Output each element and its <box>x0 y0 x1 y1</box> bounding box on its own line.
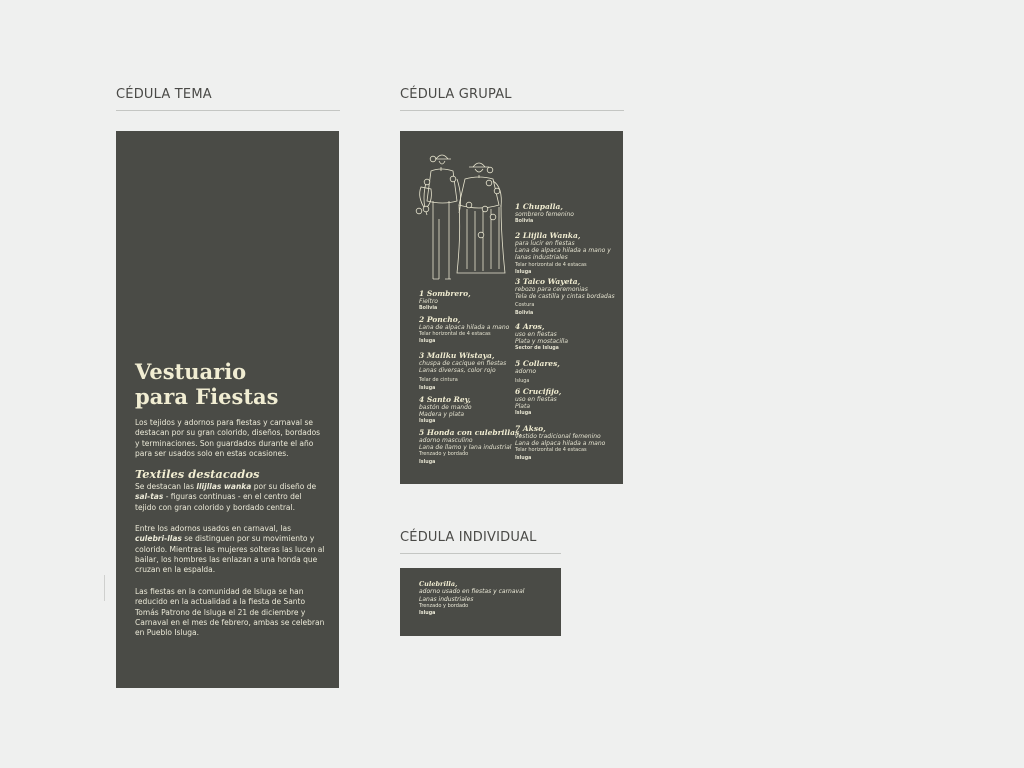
intro-paragraph: Los tejidos y adornos para fiestas y carnaval se destacan por su gran colorido, diseños, bordados y terminaciones. Son guardados durante el año para ser usados solo en estas ocasiones. <box>135 418 321 458</box>
item-title: 1 Chupalla, <box>515 202 563 211</box>
list-item <box>419 395 472 426</box>
item-place: Isluga <box>515 411 532 417</box>
heading-cedula-grupal: CÉDULA GRUPAL <box>400 87 512 102</box>
list-item <box>419 428 522 466</box>
emphasis: sal-tas <box>135 492 164 502</box>
cedula-individual-panel <box>400 568 561 636</box>
paragraph-fiestas: Las fiestas en la comunidad de Isluga se han reducido en la actualidad a la fiesta de Santo Tomás Patrono de Isluga el 21 de diciembre y Carnaval en el mes de febrero, ambas se celebran en Pueblo Isluga. <box>135 587 325 638</box>
item-place: Bolivia <box>419 306 438 312</box>
item-description: adorno masculino <box>419 437 473 444</box>
item-technique: Costura <box>515 302 535 309</box>
item-material: Plata <box>515 403 530 411</box>
list-item <box>419 581 524 617</box>
item-description: vestido tradicional femenino <box>515 433 601 440</box>
item-technique: Telar de cintura <box>419 377 458 384</box>
item-title: 5 Collares, <box>515 359 560 368</box>
divider <box>400 110 624 111</box>
heading-cedula-tema: CÉDULA TEMA <box>116 87 212 102</box>
divider <box>116 110 340 111</box>
list-item <box>419 289 471 312</box>
emphasis: culebri-llas <box>135 534 182 544</box>
panel-title <box>135 359 278 409</box>
cedula-tema-panel <box>116 131 339 688</box>
text: - figuras continuas - en el centro del tejido con gran colorido y bordado central. <box>135 492 302 512</box>
item-material: Lana de llamo y lana industrial <box>419 444 512 452</box>
list-item <box>419 315 509 346</box>
item-place: Isluga <box>515 269 532 275</box>
text: se distinguen por su movimiento y colorido. Mientras las mujeres solteras las lucen al bailar, los hombres las enlazan a una honda que cruzan en la espalda. <box>135 534 325 575</box>
list-item <box>515 202 574 225</box>
item-place: Isluga <box>419 385 436 391</box>
item-description: uso en fiestas <box>515 331 557 338</box>
item-material: Lanas diversas, color rojo <box>419 367 496 375</box>
item-description: rebozo para ceremonias <box>515 286 588 293</box>
item-description: uso en fiestas <box>515 396 557 403</box>
list-item <box>515 322 568 353</box>
item-description: chuspa de cacique en fiestas <box>419 360 507 367</box>
item-technique: Telar horizontal de 4 estacas <box>515 261 587 268</box>
item-place: Isluga <box>419 459 436 465</box>
item-technique: Telar horizontal de 4 estacas <box>515 447 587 454</box>
item-material: Lanas industriales <box>419 595 474 603</box>
list-item <box>515 359 560 385</box>
list-item <box>515 424 605 462</box>
item-place: Isluga <box>419 611 436 617</box>
item-description: bastón de mando <box>419 404 472 411</box>
item-title: 4 Santo Rey, <box>419 395 471 404</box>
item-material: Lana de alpaca hilada a mano <box>515 440 606 448</box>
item-description: Fieltro <box>419 298 438 305</box>
item-material: Lana de alpaca hilada a mano y lanas industriales <box>515 247 611 262</box>
item-title: Culebrilla, <box>419 580 458 588</box>
item-title: 3 Mallku Wistaya, <box>419 351 495 360</box>
list-item <box>515 231 615 276</box>
paragraph-saltas <box>135 482 325 513</box>
item-material: Madera y plata <box>419 411 465 419</box>
costume-figures-illustration <box>413 149 513 289</box>
item-technique: Trenzado y bordado <box>419 602 469 609</box>
item-material: Tela de castilla y cintas bordadas <box>515 293 615 301</box>
item-description: para lucir en fiestas <box>515 240 575 247</box>
item-place: Isluga <box>419 419 436 425</box>
list-item <box>515 387 561 418</box>
title-line-2: para Fiestas <box>135 384 279 409</box>
title-line-1: Vestuario <box>135 359 247 384</box>
item-place: Bolivia <box>515 310 534 316</box>
item-title: 3 Talco Wayeta, <box>515 277 581 286</box>
item-description: adorno <box>515 368 537 375</box>
text: por su diseño de <box>251 482 317 491</box>
item-title: 1 Sombrero, <box>419 289 471 298</box>
item-title: 2 Poncho, <box>419 315 461 324</box>
item-place: Bolivia <box>515 219 534 225</box>
item-material: Plata y mostacilla <box>515 338 569 346</box>
item-place: Sector de Isluga <box>515 346 559 352</box>
text: Entre los adornos usados en carnaval, las <box>135 524 291 533</box>
divider <box>400 553 561 554</box>
text: Se destacan las <box>135 482 197 491</box>
list-item <box>515 277 615 317</box>
item-technique: Telar horizontal de 4 estacas <box>419 331 491 338</box>
item-title: 2 Llijlla Wanka, <box>515 231 581 240</box>
item-description: adorno usado en fiestas y carnaval <box>419 588 525 596</box>
item-place: Isluga <box>419 339 436 345</box>
cedula-grupal-panel <box>400 131 623 484</box>
list-item <box>419 351 506 392</box>
item-title: 6 Crucifijo, <box>515 387 562 396</box>
heading-cedula-individual: CÉDULA INDIVIDUAL <box>400 530 537 545</box>
item-description: sombrero femenino <box>515 211 574 218</box>
item-title: 7 Akso, <box>515 424 546 433</box>
item-title: 5 Honda con culebrillas, <box>419 428 522 437</box>
item-technique: Trenzado y bordado <box>419 451 469 458</box>
emphasis: llijllas wanka <box>196 482 252 491</box>
paragraph-culebrillas <box>135 524 325 575</box>
edge-mark <box>104 575 105 601</box>
item-place: Isluga <box>515 455 532 461</box>
item-place: Isluga <box>515 379 530 385</box>
subtitle: Textiles destacados <box>135 467 260 481</box>
item-title: 4 Aros, <box>515 322 545 331</box>
item-material: Lana de alpaca hilada a mano <box>419 324 510 331</box>
